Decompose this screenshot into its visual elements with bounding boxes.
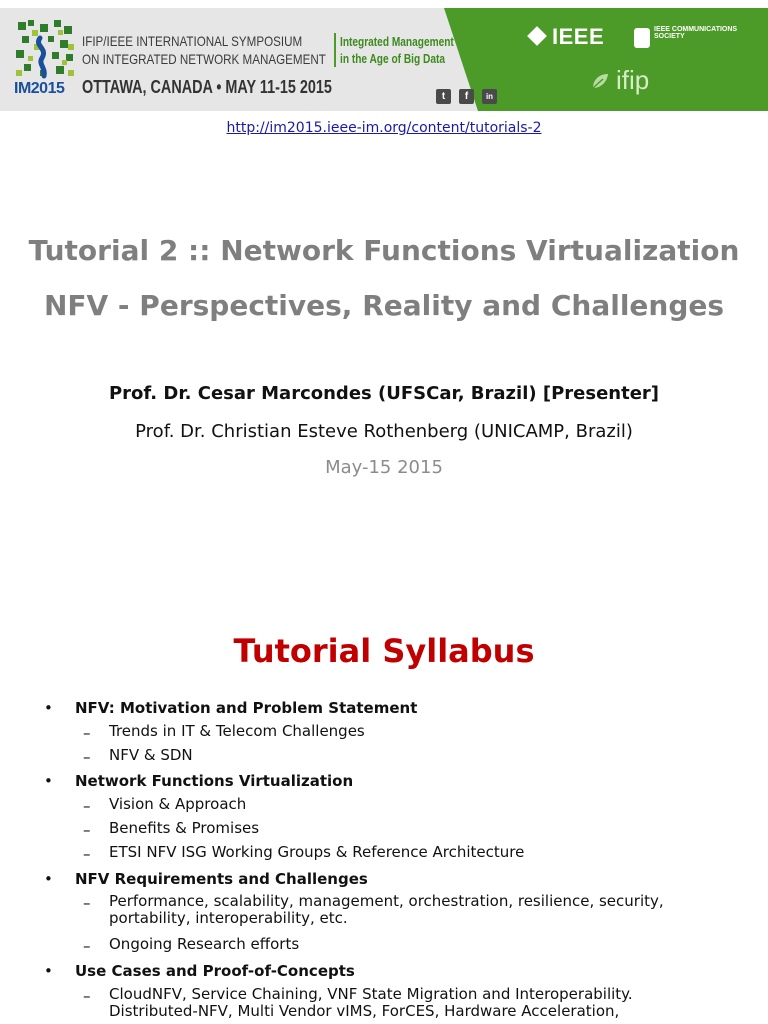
dash-icon: – [83,937,91,955]
bullet-icon: • [44,870,53,888]
co-author: Prof. Dr. Christian Esteve Rothenberg (UNICAMP, Brazil) [135,421,633,442]
title-line-1: Tutorial 2 :: Network Functions Virtualization [28,234,740,267]
subitem-label: CloudNFV, Service Chaining, VNF State Migration and Interoperability. Distributed-NFV, Multi Vendor vIMS, ForCES, Hardware Acceleration, [109,985,633,1020]
location-line: OTTAWA, CANADA • MAY 11-15 2015 [82,77,332,97]
tagline-divider [334,33,336,67]
symposium-line-1: IFIP/IEEE INTERNATIONAL SYMPOSIUM [82,33,303,49]
dash-icon: – [83,821,91,839]
symposium-line-2: ON INTEGRATED NETWORK MANAGEMENT [82,51,326,67]
subitem-label: NFV & SDN [109,746,193,764]
linkedin-icon[interactable]: in [482,89,497,104]
presenter-author: Prof. Dr. Cesar Marcondes (UFSCar, Brazil) [Presenter] [108,383,660,404]
section-label: NFV: Motivation and Problem Statement [75,699,418,717]
facebook-icon[interactable]: f [459,89,474,104]
section-label: Network Functions Virtualization [75,772,354,790]
comsoc-label: IEEE COMMUNICATIONS SOCIETY [654,26,738,40]
ieee-logo [530,24,604,50]
presentation-date: May-15 2015 [325,457,443,478]
subitem-label: Benefits & Promises [109,819,260,837]
dash-icon: – [83,894,91,912]
tagline-line-2: in the Age of Big Data [340,51,445,66]
logo-text: IM [14,80,31,97]
tutorial-url-link[interactable]: http://im2015.ieee-im.org/content/tutorials-2 [226,120,542,136]
im-mosaic-logo-icon [14,18,76,80]
comsoc-mark-icon [634,28,650,48]
section-label: Use Cases and Proof-of-Concepts [75,962,355,980]
dash-icon: – [83,797,91,815]
ieee-diamond-icon [527,26,547,46]
logo-year: 2015 [30,80,65,97]
dash-icon: – [83,724,91,742]
dash-icon: – [83,845,91,863]
subitem-label: Performance, scalability, management, orchestration, resilience, security, portability, interoperability, etc. [109,892,664,927]
bullet-icon: • [44,962,53,980]
bullet-icon: • [44,699,53,717]
dash-icon: – [83,987,91,1005]
title-line-2: NFV - Perspectives, Reality and Challenges [43,289,725,322]
tagline-line-1: Integrated Management [340,34,454,49]
subitem-label: Trends in IT & Telecom Challenges [109,722,365,740]
subitem-label: Vision & Approach [109,795,247,813]
bullet-icon: • [44,772,53,790]
ieee-label: IEEE [552,24,605,49]
dash-icon: – [83,748,91,766]
twitter-icon[interactable]: t [436,89,451,104]
conference-banner [0,0,768,113]
ifip-leaf-icon [590,71,610,91]
subitem-label: Ongoing Research efforts [109,935,300,953]
ifip-label: ifip [616,65,650,95]
syllabus-title: Tutorial Syllabus [233,632,535,670]
subitem-label: ETSI NFV ISG Working Groups & Reference Architecture [109,843,525,861]
section-label: NFV Requirements and Challenges [75,870,368,888]
im-2015-logo [14,80,64,98]
